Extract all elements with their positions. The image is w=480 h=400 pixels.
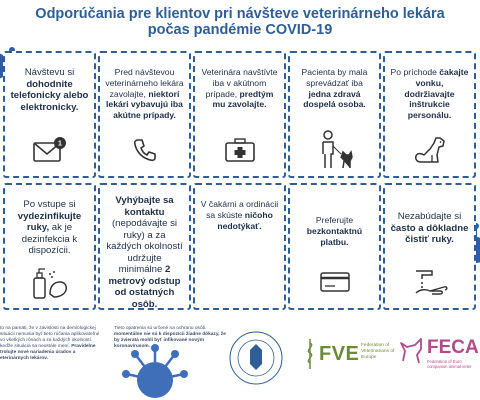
card-text: Pred návštevou veterinárneho lekára zavolajte, niektorí lekári vybavujú iba akútne prípady. [105,67,184,121]
phone-icon [100,132,189,168]
card-text: Po vstupe si vydezinfikujte ruky, ak je dezinfekcia k dispozícii. [17,199,82,256]
title-line-1: Odporúčania pre klientov pri návšteve veterinárneho lekára [35,6,445,22]
card-wait-outside [383,51,476,178]
card-text: Vyhýbajte sa kontaktu (nepodávajte si ruky) a za každých okolností udržujte minimálne 2 metrový odstup od ostatných osôb. [106,195,183,310]
footer-note-middle: Tieto opatrenia sú určené na ochranu osôb, momentálne nie sú k dispozícii žiadne dôkazy, že by zvieratá mohli byť infikované novým koronavírusom. [114,326,226,349]
card-text: Návštevu si dohodnite telefonicky alebo elektronicky. [10,67,89,113]
first-aid-kit-icon [195,132,284,168]
card-avoid-contact [98,183,191,310]
envelope-notification-icon [5,132,94,168]
hand-washing-icon [385,264,474,300]
slovak-vet-chamber-logo [228,330,284,391]
card-call-ahead [3,51,96,178]
hand-sanitizer-icon [5,264,94,300]
title-line-2: počas pandémie COVID-19 [147,22,333,38]
card-phone-first [98,51,191,178]
person-with-dog-icon [290,132,379,168]
card-text: V čakárni a ordinácii sa skúste ničoho nedotýkať. [200,199,279,231]
feca-logo-subtext: Federation of Euro companion animal veter [427,359,472,369]
card-acute-only [193,51,286,178]
card-one-adult [288,51,381,178]
card-text: Po príchode čakajte vonku, dodržiavajte inštrukcie personálu. [390,67,469,121]
card-text: Nezabúdajte si často a dôkladne čistiť ruky. [390,211,469,245]
card-wash-hands [383,183,476,310]
sitting-dog-icon [385,132,474,168]
fve-logo-text: FVE [319,343,360,365]
feca-logo-text: FECA [427,337,479,358]
svg-text:1: 1 [57,140,62,148]
fve-logo-subtext: Federation of Veterinarians of Europe [361,343,395,360]
card-text: Pacienta by mala sprevádzať iba jedna zdravá dospelá osoba. [301,67,368,110]
footer-note-left: to na pamäti, že v závislosti na demiologickej situácii nemusia byť tieto rúčania aplikovateľné vo všetkých rônach a za každých okolností. keďže situácia sa neustále mení. Pravidelne trolujte nové nariadenia úradov a eterinárnych lekárov. [0,326,100,361]
card-contactless-payment [288,183,381,310]
card-touch-nothing [193,183,286,310]
card-text: Veterinára navštívte iba v akútnom prípade, predtým mu zavolajte. [201,67,278,110]
credit-card-icon [290,264,379,300]
card-disinfect-hands [3,183,96,310]
page-title [0,6,480,38]
card-text: Preferujte bezkontaktnú platbu. [306,215,363,247]
